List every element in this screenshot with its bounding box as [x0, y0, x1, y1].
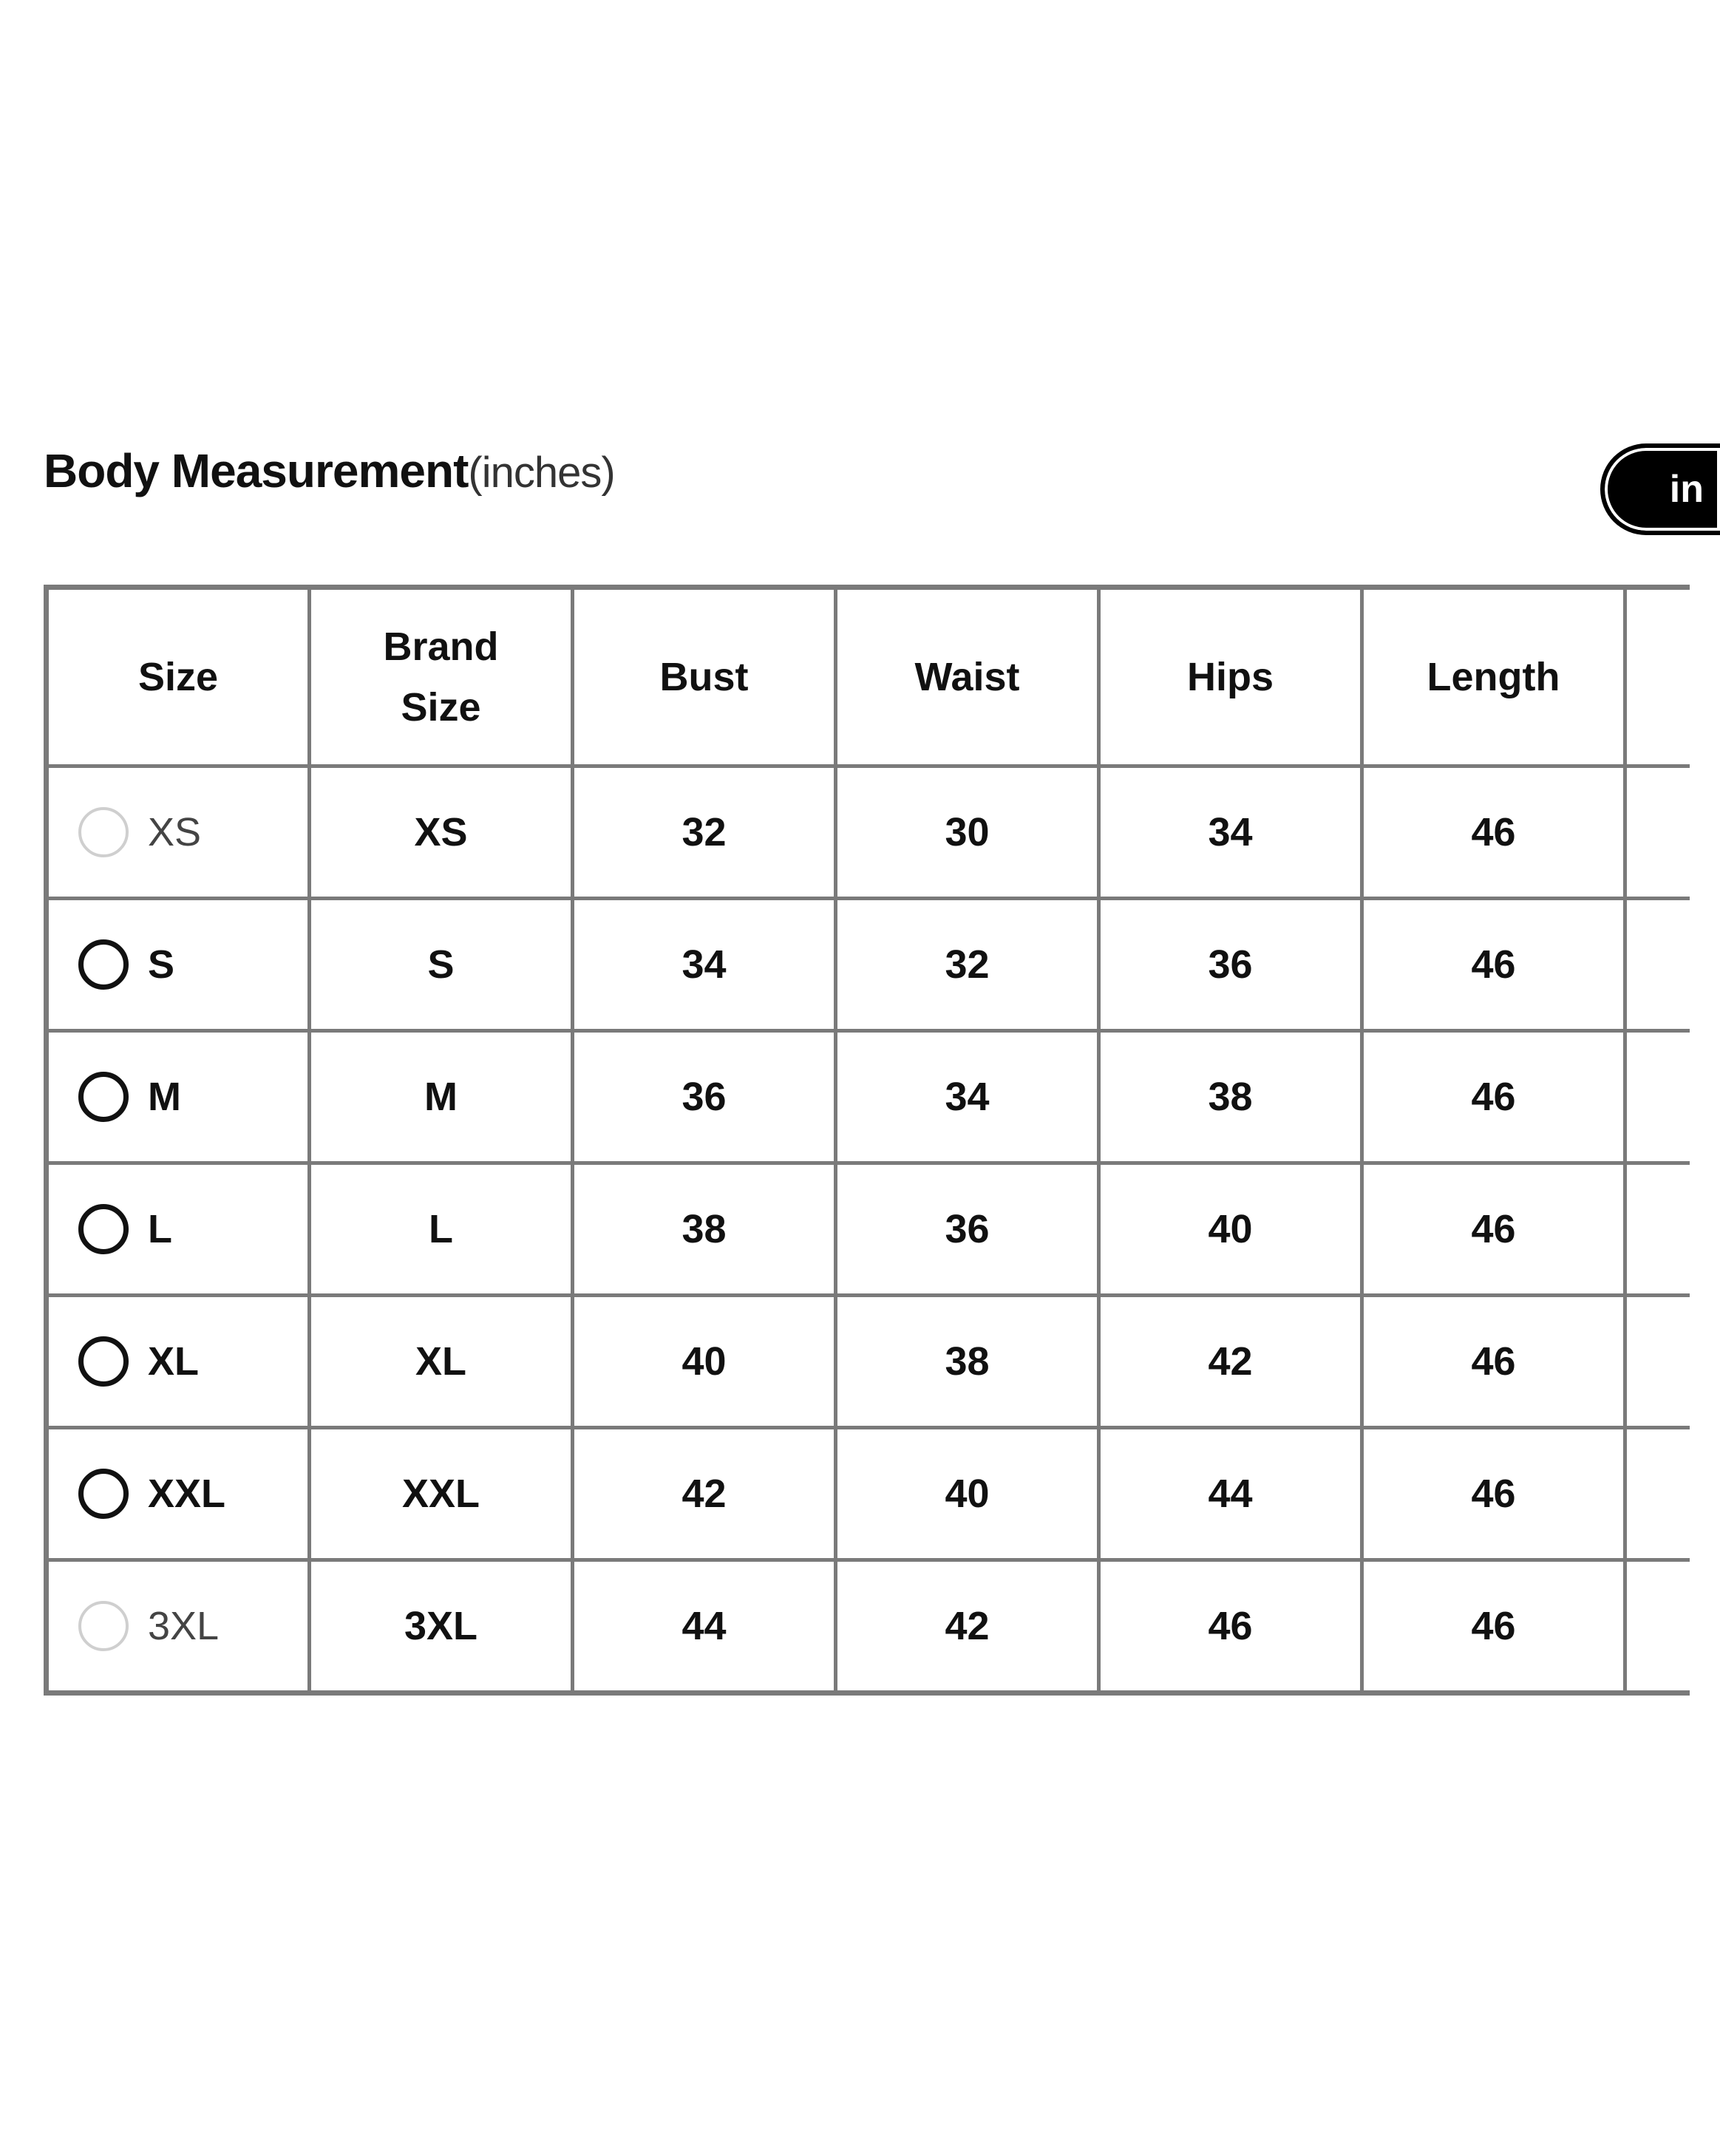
length-cell: 46 [1362, 899, 1625, 1031]
bust-cell: 38 [573, 1163, 836, 1296]
brand-size-cell: XS [310, 766, 573, 899]
table-row [47, 1428, 1690, 1560]
length-cell: 46 [1362, 1163, 1625, 1296]
table-row [47, 1031, 1690, 1163]
brand-size-cell: XXL [310, 1428, 573, 1560]
length-cell: 46 [1362, 1560, 1625, 1693]
waist-cell: 32 [836, 899, 1099, 1031]
size-label: XS [148, 810, 202, 854]
size-label: XXL [148, 1472, 226, 1516]
column-header: Hips [1099, 588, 1362, 766]
size-cell[interactable] [47, 1428, 310, 1560]
column-header: Length [1362, 588, 1625, 766]
size-label: 3XL [148, 1604, 220, 1648]
waist-cell: 34 [836, 1031, 1099, 1163]
table-row [47, 766, 1690, 899]
column-header: Waist [836, 588, 1099, 766]
column-header: Size [47, 588, 310, 766]
table-row [47, 1296, 1690, 1428]
size-table-container [44, 585, 1690, 1721]
size-cell[interactable] [47, 1163, 310, 1296]
brand-size-cell: L [310, 1163, 573, 1296]
length-cell: 46 [1362, 1031, 1625, 1163]
size-cell[interactable] [47, 1296, 310, 1428]
size-radio [78, 1601, 129, 1651]
table-header-row [47, 588, 1690, 766]
length-cell: 46 [1362, 1428, 1625, 1560]
size-table [44, 585, 1690, 1696]
size-cell[interactable] [47, 1031, 310, 1163]
table-row [47, 1560, 1690, 1693]
unit-toggle-inches[interactable] [1600, 443, 1720, 535]
size-radio[interactable] [78, 1336, 129, 1387]
hips-cell: 38 [1099, 1031, 1362, 1163]
size-label: XL [148, 1339, 200, 1384]
bust-cell: 36 [573, 1031, 836, 1163]
size-radio[interactable] [78, 1204, 129, 1254]
size-radio[interactable] [78, 1072, 129, 1122]
overflow-cell [1625, 1428, 1690, 1560]
size-cell [47, 766, 310, 899]
overflow-cell [1625, 766, 1690, 899]
hips-cell: 44 [1099, 1428, 1362, 1560]
column-header: Bust [573, 588, 836, 766]
bust-cell: 40 [573, 1296, 836, 1428]
waist-cell: 42 [836, 1560, 1099, 1693]
table-row [47, 1163, 1690, 1296]
hips-cell: 34 [1099, 766, 1362, 899]
size-cell[interactable] [47, 899, 310, 1031]
waist-cell: 30 [836, 766, 1099, 899]
overflow-cell [1625, 899, 1690, 1031]
waist-cell: 40 [836, 1428, 1099, 1560]
hips-cell: 40 [1099, 1163, 1362, 1296]
length-cell: 46 [1362, 1296, 1625, 1428]
bust-cell: 44 [573, 1560, 836, 1693]
size-label: S [148, 942, 175, 987]
table-row [47, 899, 1690, 1031]
brand-size-cell: M [310, 1031, 573, 1163]
size-label: L [148, 1207, 172, 1251]
length-cell: 46 [1362, 766, 1625, 899]
hips-cell: 36 [1099, 899, 1362, 1031]
section-title [44, 443, 615, 510]
bust-cell: 32 [573, 766, 836, 899]
overflow-cell [1625, 1163, 1690, 1296]
waist-cell: 36 [836, 1163, 1099, 1296]
brand-size-cell: 3XL [310, 1560, 573, 1693]
hips-cell: 46 [1099, 1560, 1362, 1693]
table-body [47, 766, 1690, 1693]
unit-toggle-label: in [1669, 468, 1704, 511]
column-header: Brand Size [310, 588, 573, 766]
waist-cell: 38 [836, 1296, 1099, 1428]
brand-size-cell: S [310, 899, 573, 1031]
unit-note: (inches) [468, 449, 615, 497]
size-radio[interactable] [78, 1469, 129, 1519]
overflow-cell [1625, 1296, 1690, 1428]
bust-cell: 34 [573, 899, 836, 1031]
brand-size-cell: XL [310, 1296, 573, 1428]
title-text: Body Measurement [44, 444, 469, 497]
size-label: M [148, 1075, 181, 1119]
hips-cell: 42 [1099, 1296, 1362, 1428]
overflow-cell [1625, 1560, 1690, 1693]
size-cell [47, 1560, 310, 1693]
column-header [1625, 588, 1690, 766]
size-radio [78, 807, 129, 857]
size-radio[interactable] [78, 939, 129, 990]
bust-cell: 42 [573, 1428, 836, 1560]
overflow-cell [1625, 1031, 1690, 1163]
